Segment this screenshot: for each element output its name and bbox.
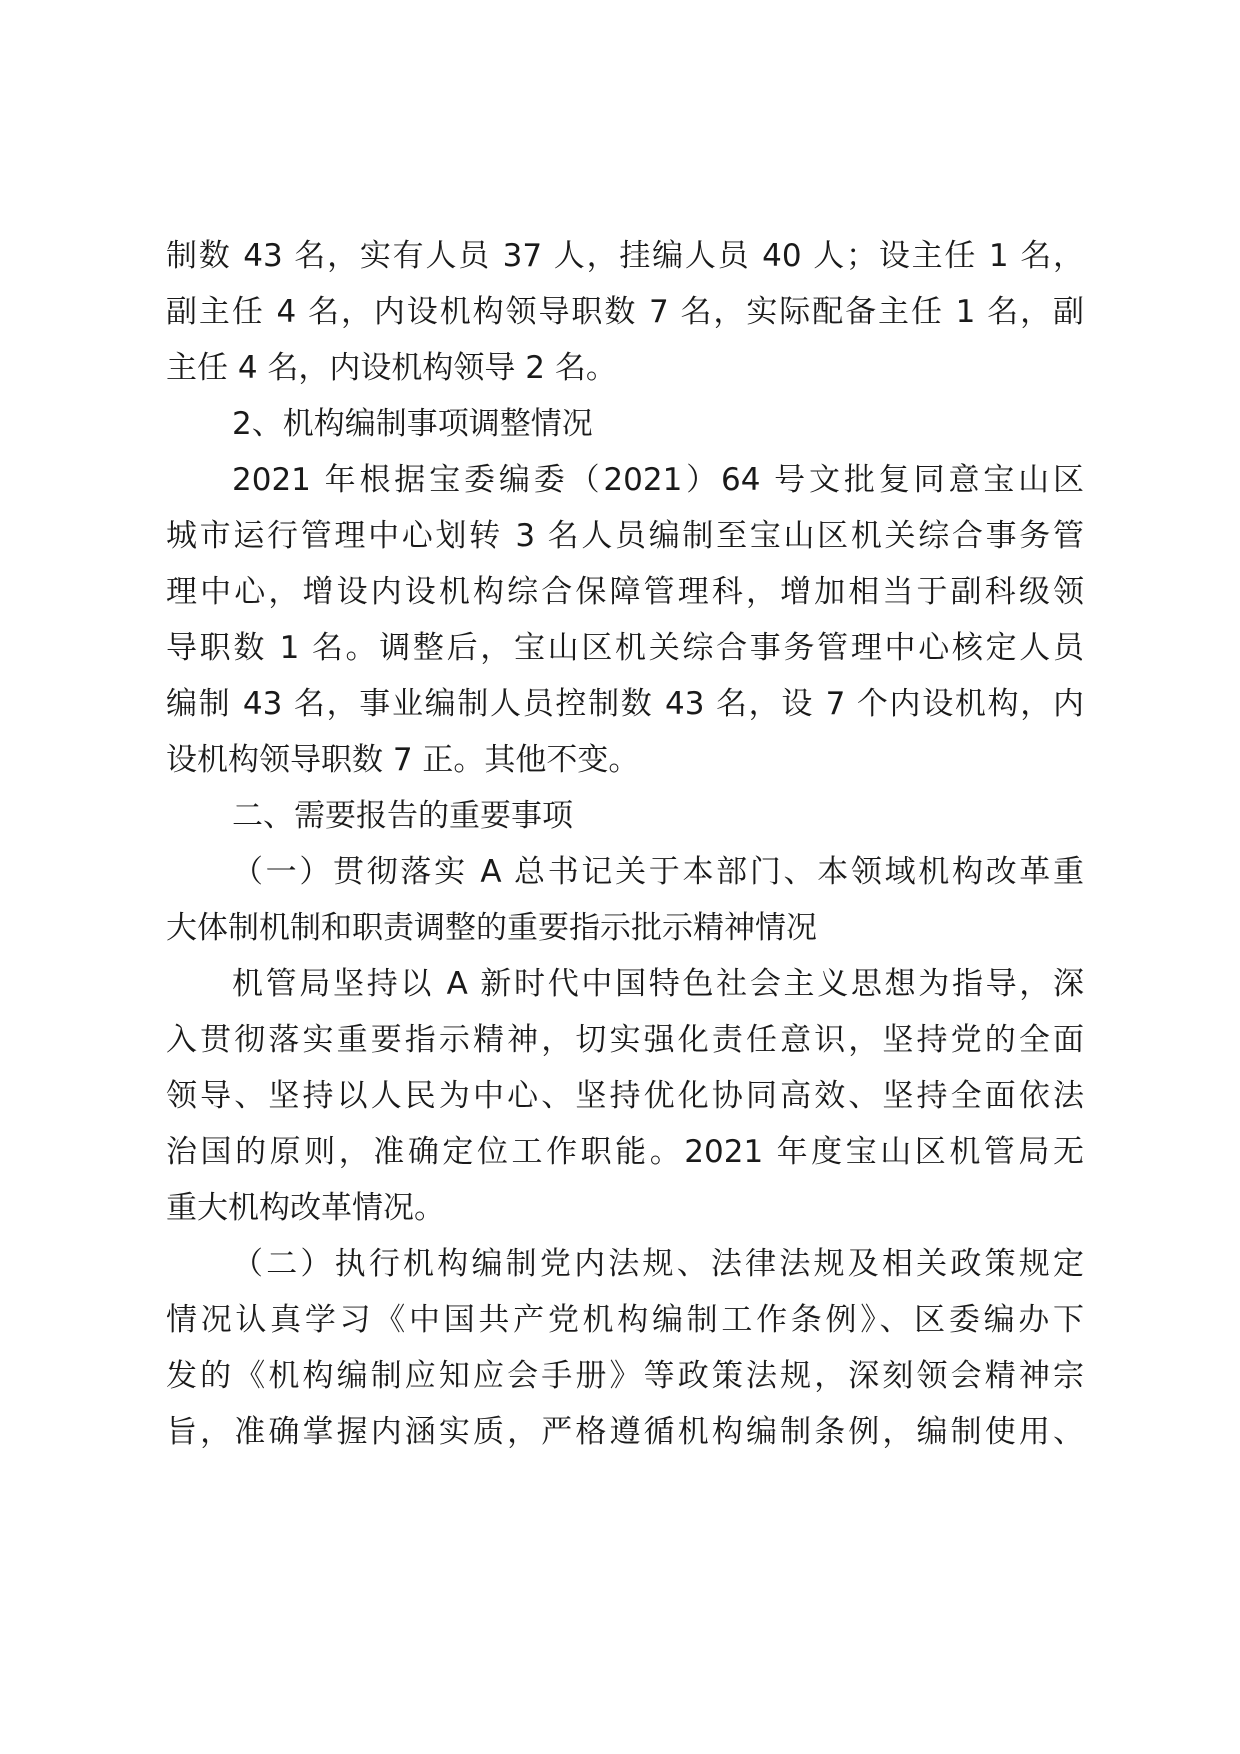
text-line: 城市运行管理中心划转 3 名人员编制至宝山区机关综合事务管 — [166, 518, 1084, 554]
text-line: 主任 4 名，内设机构领导 2 名。 — [166, 350, 617, 386]
text-line: （一）贯彻落实 A 总书记关于本部门、本领域机构改革重 — [232, 854, 1084, 890]
text-line: 2021 年根据宝委编委（2021）64 号文批复同意宝山区 — [232, 462, 1084, 498]
text-line: 导职数 1 名。调整后，宝山区机关综合事务管理中心核定人员 — [166, 630, 1084, 666]
text-line: 入贯彻落实重要指示精神，切实强化责任意识，坚持党的全面 — [166, 1022, 1084, 1058]
text-line: 二、需要报告的重要事项 — [232, 798, 573, 834]
document-body — [166, 228, 1084, 1460]
text-line: 编制 43 名，事业编制人员控制数 43 名，设 7 个内设机构，内 — [166, 686, 1084, 722]
text-line: 理中心，增设内设机构综合保障管理科，增加相当于副科级领 — [166, 574, 1084, 610]
text-line: 重大机构改革情况。 — [166, 1190, 445, 1226]
text-line: 领导、坚持以人民为中心、坚持优化协同高效、坚持全面依法 — [166, 1078, 1084, 1114]
text-line: 旨，准确掌握内涵实质，严格遵循机构编制条例，编制使用、 — [166, 1414, 1084, 1450]
text-line: 制数 43 名，实有人员 37 人，挂编人员 40 人；设主任 1 名， — [166, 238, 1084, 274]
text-line: 副主任 4 名，内设机构领导职数 7 名，实际配备主任 1 名，副 — [166, 294, 1084, 330]
text-line: 大体制机制和职责调整的重要指示批示精神情况 — [166, 910, 817, 946]
text-line: （二）执行机构编制党内法规、法律法规及相关政策规定 — [232, 1246, 1084, 1282]
text-line: 机管局坚持以 A 新时代中国特色社会主义思想为指导，深 — [232, 966, 1084, 1002]
text-line: 设机构领导职数 7 正。其他不变。 — [166, 742, 640, 778]
text-line: 治国的原则，准确定位工作职能。2021 年度宝山区机管局无 — [166, 1134, 1084, 1170]
text-line: 2、机构编制事项调整情况 — [232, 406, 593, 442]
text-line: 发的《机构编制应知应会手册》等政策法规，深刻领会精神宗 — [166, 1358, 1084, 1394]
text-line: 情况认真学习《中国共产党机构编制工作条例》、区委编办下 — [166, 1302, 1084, 1338]
